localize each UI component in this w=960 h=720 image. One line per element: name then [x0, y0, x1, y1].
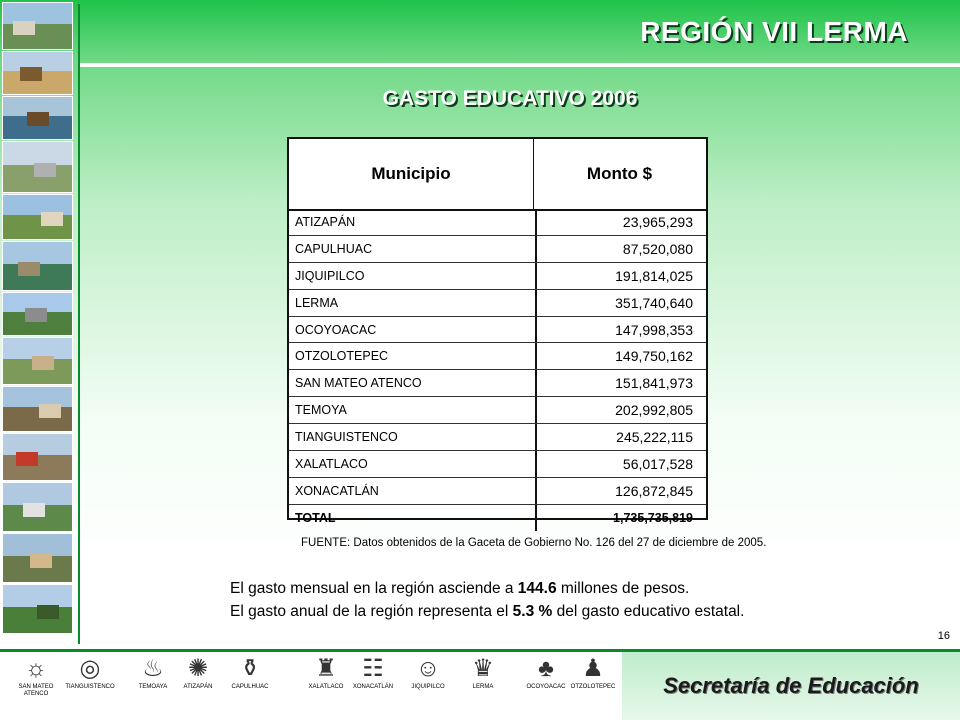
table-row: [289, 478, 706, 505]
table-row: [289, 236, 706, 263]
municipal-emblem-icon: ♣: [538, 655, 554, 682]
emblem-label: TEMOAYA: [138, 684, 168, 690]
municipio-cell: XALATLACO: [295, 456, 368, 471]
town-photo: [2, 241, 73, 291]
monto-cell: 87,520,080: [535, 236, 706, 262]
town-photo: [2, 194, 73, 240]
monto-cell: 56,017,528: [535, 451, 706, 477]
municipal-emblem-icon: ☷: [362, 655, 384, 682]
municipio-cell: TOTAL: [295, 510, 336, 525]
town-photo: [2, 433, 73, 481]
municipio-cell: OCOYOACAC: [295, 322, 377, 337]
municipal-emblem-icon: ☺: [415, 655, 441, 682]
municipal-emblem-icon: ✺: [187, 655, 209, 682]
municipal-emblem: [565, 654, 621, 691]
column-header-monto: Monto $: [586, 164, 653, 183]
monto-cell: 191,814,025: [535, 263, 706, 289]
municipal-emblem-icon: ♜: [315, 655, 337, 682]
expenditure-table: [287, 137, 708, 525]
municipal-emblem-icon: ♨: [142, 655, 164, 682]
emblem-label: CAPULHUAC: [231, 684, 269, 690]
municipio-cell: CAPULHUAC: [295, 241, 373, 256]
title-rule: [80, 63, 960, 67]
emblem-label: ATIZAPÁN: [183, 684, 213, 690]
municipal-emblem: [455, 654, 511, 691]
town-photo: [2, 337, 73, 385]
municipal-emblem: [345, 654, 401, 691]
town-photo: [2, 533, 73, 583]
table-row: [289, 370, 706, 397]
emblem-label: XONACATLÁN: [352, 684, 394, 690]
table-row: [289, 424, 706, 451]
table-row: [289, 451, 706, 478]
town-photo: [2, 584, 73, 634]
municipio-cell: JIQUIPILCO: [295, 268, 365, 283]
town-photo: [2, 482, 73, 532]
municipal-emblem: [400, 654, 456, 691]
monto-cell: 151,841,973: [535, 370, 706, 396]
column-header-municipio: Municipio: [289, 139, 534, 209]
monto-cell: 126,872,845: [535, 478, 706, 504]
monto-cell: 202,992,805: [535, 397, 706, 423]
secretaria-logo: [622, 652, 960, 720]
municipal-emblem: [8, 654, 64, 698]
municipio-cell: TIANGUISTENCO: [295, 430, 398, 445]
municipal-emblem-icon: ♛: [472, 655, 494, 682]
monto-cell: 147,998,353: [535, 317, 706, 343]
town-photo: [2, 2, 73, 50]
monto-cell: 245,222,115: [535, 424, 706, 450]
monto-cell: 149,750,162: [535, 343, 706, 369]
table-row: [289, 343, 706, 370]
emblem-label: OCOYOACAC: [526, 684, 566, 690]
page-number: 16: [937, 630, 950, 642]
monto-cell: 23,965,293: [535, 209, 706, 235]
source-note: FUENTE: Datos obtenidos de la Gaceta de Gobierno No. 126 del 27 de diciembre de 2005.: [301, 537, 767, 549]
municipio-cell: XONACATLÁN: [295, 483, 379, 498]
municipal-emblem-icon: ♟: [582, 655, 604, 682]
emblem-label: SAN MATEO ATENCO: [18, 684, 54, 697]
emblem-label: TIANGUISTENCO: [65, 684, 115, 690]
municipal-emblem-icon: ⚱: [239, 655, 261, 682]
table-row: [289, 317, 706, 344]
town-photo: [2, 292, 73, 336]
table-row: [289, 209, 706, 236]
table-title: GASTO EDUCATIVO 2006: [382, 87, 638, 110]
emblem-label: XALATLACO: [308, 684, 344, 690]
municipal-emblem: [222, 654, 278, 691]
table-header: [289, 139, 706, 211]
table-row: [289, 290, 706, 317]
monto-cell: 1,735,735,819: [535, 505, 706, 531]
table-total-row: [289, 505, 706, 531]
municipal-emblem: [170, 654, 226, 691]
table-row: [289, 397, 706, 424]
town-photo: [2, 386, 73, 432]
annual-share-note: El gasto anual de la región representa el 5.3 % del gasto educativo estatal.: [230, 603, 745, 620]
municipio-cell: LERMA: [295, 295, 339, 310]
region-title: REGIÓN VII LERMA: [640, 16, 908, 47]
monto-cell: 351,740,640: [535, 290, 706, 316]
emblem-label: LERMA: [472, 684, 494, 690]
emblem-label: OTZOLOTEPEC: [570, 684, 616, 690]
municipal-emblem: [62, 654, 118, 691]
municipal-emblem-icon: ◎: [79, 655, 101, 682]
municipio-cell: ATIZAPÁN: [295, 214, 356, 229]
municipal-emblem-icon: ☼: [25, 655, 47, 682]
municipio-cell: OTZOLOTEPEC: [295, 349, 389, 364]
table-body: [289, 209, 706, 531]
table-row: [289, 263, 706, 290]
secretaria-label: Secretaría de Educación: [663, 673, 919, 698]
emblem-label: JIQUIPILCO: [411, 684, 445, 690]
municipio-cell: TEMOYA: [295, 403, 347, 418]
town-photo: [2, 141, 73, 193]
monthly-expense-note: El gasto mensual en la región asciende a 144.6 millones de pesos.: [230, 580, 690, 597]
municipio-cell: SAN MATEO ATENCO: [295, 376, 422, 391]
